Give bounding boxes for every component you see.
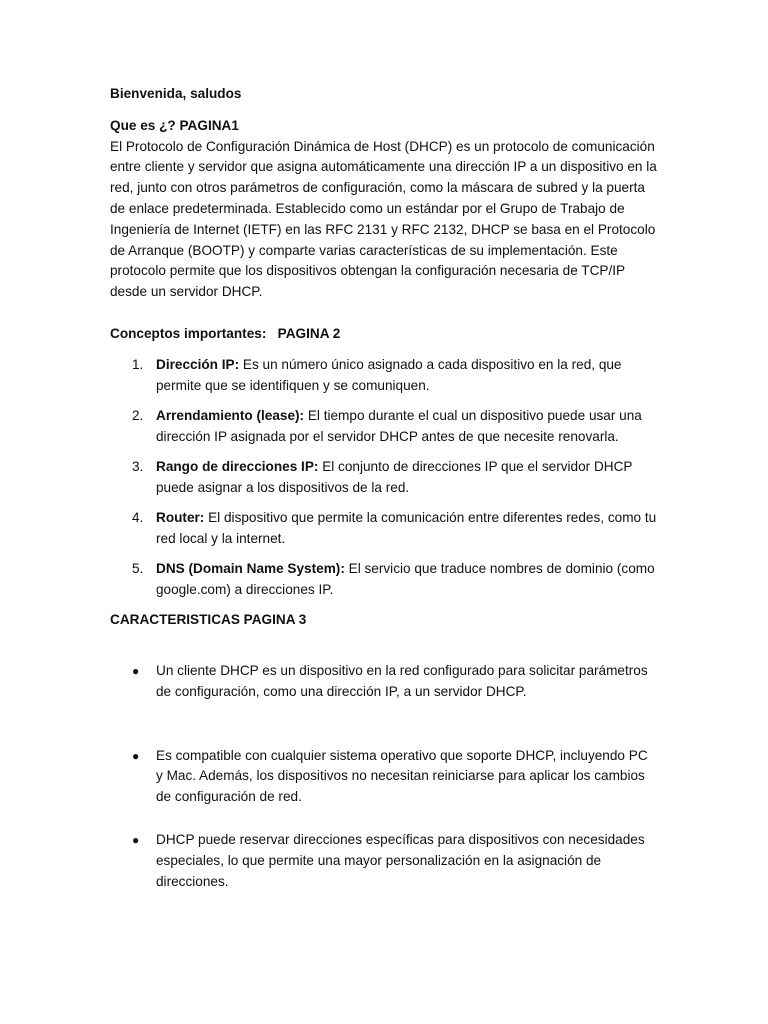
concept-term: Router: [156, 510, 205, 526]
greeting-text: Bienvenida, saludos [110, 86, 242, 101]
list-number: 2. [132, 407, 144, 423]
list-number: 3. [132, 458, 144, 474]
list-number: 1. [132, 356, 144, 372]
concept-term: DNS (Domain Name System): [156, 561, 345, 577]
section-heading-conceptos: Conceptos importantes: PAGINA 2 [110, 325, 341, 341]
concept-description: El tiempo durante el cual un dispositivo puede usar una dirección IP asignada por el servidor DHCP antes de que necesite renovarla. [156, 407, 642, 444]
feature-text: Es compatible con cualquier sistema operativo que soporte DHCP, incluyendo PC y Mac. Además, los dispositivos no necesitan reiniciarse para aplicar los cambios de configuración de red. [156, 747, 648, 805]
document-body [110, 84, 658, 892]
bullet-icon: ● [132, 833, 140, 848]
features-list [110, 661, 658, 892]
bullet-icon: ● [132, 748, 140, 763]
concept-description: El servicio que traduce nombres de dominio (como google.com) a direcciones IP. [156, 561, 655, 597]
concept-description: Es un número único asignado a cada dispositivo en la red, que permite que se identifiquen y se comuniquen. [156, 356, 622, 393]
concept-item [110, 508, 658, 550]
feature-item [110, 746, 658, 808]
dhcp-definition-paragraph: El Protocolo de Configuración Dinámica de Host (DHCP) es un protocolo de comunicación entre cliente y servidor que asigna automáticamente una dirección IP a un dispositivo en la red, junto con otros parámetros de configuración, como la máscara de subred y la puerta de enlace predeterminada. Establecido como un estándar por el Grupo de Trabajo de Ingeniería de Internet (IETF) en las RFC 2131 y RFC 2132, DHCP se basa en el Protocolo de Arranque (BOOTP) y comparte varias características de su implementación. Este protocolo permite que los dispositivos obtengan la configuración necesaria de TCP/IP desde un servidor DHCP. [110, 138, 657, 300]
section-heading-caracteristicas: CARACTERISTICAS PAGINA 3 [110, 612, 307, 628]
concept-term: Dirección IP: [156, 356, 240, 372]
concept-term: Arrendamiento (lease): [156, 407, 305, 423]
list-number: 4. [132, 510, 144, 526]
concept-item [110, 406, 658, 448]
feature-text: Un cliente DHCP es un dispositivo en la red configurado para solicitar parámetros de configuración, como una dirección IP, a un servidor DHCP. [156, 663, 648, 699]
concept-term: Rango de direcciones IP: [156, 458, 319, 474]
concept-description: El conjunto de direcciones IP que el servidor DHCP puede asignar a los dispositivos de la red. [156, 458, 633, 495]
feature-item [110, 830, 658, 892]
list-number: 5. [132, 561, 144, 577]
concepts-list [110, 355, 658, 601]
concept-item [110, 457, 658, 499]
feature-text: DHCP puede reservar direcciones específicas para dispositivos con necesidades especiales, lo que permite una mayor personalización en la asignación de direcciones. [156, 832, 645, 889]
feature-item [110, 661, 658, 703]
section-heading-que-es: Que es ¿? PAGINA1 [110, 117, 239, 133]
concept-item [110, 559, 658, 601]
concept-description: El dispositivo que permite la comunicación entre diferentes redes, como tu red local y la internet. [156, 510, 657, 546]
bullet-icon: ● [132, 664, 140, 679]
concept-item [110, 355, 658, 397]
